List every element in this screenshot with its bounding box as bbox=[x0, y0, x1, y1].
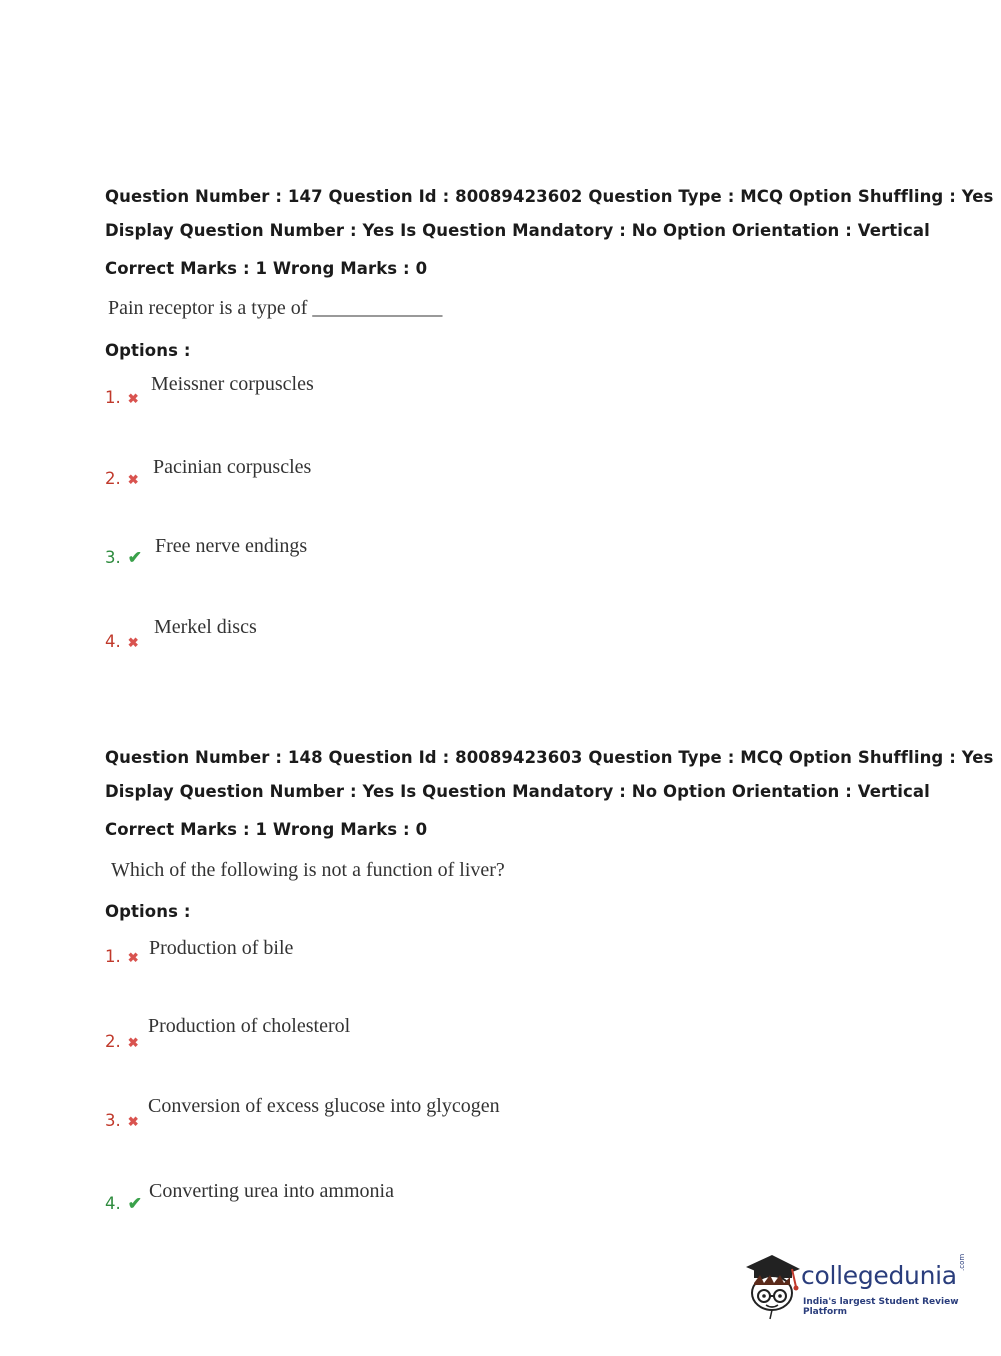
q147-option-3 bbox=[105, 548, 142, 568]
logo-wordmark: collegedunia bbox=[801, 1261, 957, 1290]
cross-icon: ✖ bbox=[127, 635, 139, 650]
q147-meta-line-1: Question Number : 147 Question Id : 80089423602 Question Type : MCQ Option Shuffling : Yes bbox=[105, 187, 994, 206]
logo-tagline: India's largest Student Review Platform bbox=[803, 1297, 959, 1317]
q147-marks-line: Correct Marks : 1 Wrong Marks : 0 bbox=[105, 259, 428, 278]
q148-option-1 bbox=[105, 947, 139, 967]
q147-option-3-text: Free nerve endings bbox=[155, 535, 308, 557]
collegedunia-logo bbox=[742, 1249, 972, 1321]
option-number: 3. bbox=[105, 1111, 121, 1130]
option-number: 2. bbox=[105, 469, 121, 488]
q147-option-2-text: Pacinian corpuscles bbox=[153, 456, 312, 478]
cross-icon: ✖ bbox=[127, 391, 139, 406]
q148-meta-line-2: Display Question Number : Yes Is Question Mandatory : No Option Orientation : Vertical bbox=[105, 782, 930, 801]
check-icon: ✔ bbox=[127, 548, 142, 567]
q148-option-3-text: Conversion of excess glucose into glycogen bbox=[148, 1095, 500, 1117]
q147-option-1 bbox=[105, 388, 139, 408]
q147-option-4 bbox=[105, 632, 139, 652]
q147-meta-line-2: Display Question Number : Yes Is Question Mandatory : No Option Orientation : Vertical bbox=[105, 221, 930, 240]
cross-icon: ✖ bbox=[127, 950, 139, 965]
option-number: 1. bbox=[105, 388, 121, 407]
q147-option-2 bbox=[105, 469, 139, 489]
q148-marks-line: Correct Marks : 1 Wrong Marks : 0 bbox=[105, 820, 428, 839]
q148-option-1-text: Production of bile bbox=[149, 937, 294, 959]
option-number: 4. bbox=[105, 1194, 121, 1213]
q148-option-4 bbox=[105, 1194, 142, 1214]
q148-option-4-text: Converting urea into ammonia bbox=[149, 1180, 394, 1202]
q147-options-label: Options : bbox=[105, 341, 191, 360]
check-icon: ✔ bbox=[127, 1194, 142, 1213]
q147-option-4-text: Merkel discs bbox=[154, 616, 257, 638]
q147-option-1-text: Meissner corpuscles bbox=[151, 373, 314, 395]
mascot-icon bbox=[742, 1249, 804, 1321]
cross-icon: ✖ bbox=[127, 472, 139, 487]
option-number: 1. bbox=[105, 947, 121, 966]
q148-meta-line-1: Question Number : 148 Question Id : 80089423603 Question Type : MCQ Option Shuffling : Yes bbox=[105, 748, 994, 767]
q148-option-3 bbox=[105, 1111, 139, 1131]
cross-icon: ✖ bbox=[127, 1114, 139, 1129]
q148-options-label: Options : bbox=[105, 902, 191, 921]
option-number: 2. bbox=[105, 1032, 121, 1051]
q147-question-text: Pain receptor is a type of _____________ bbox=[108, 297, 443, 319]
q148-option-2-text: Production of cholesterol bbox=[148, 1015, 351, 1037]
option-number: 3. bbox=[105, 548, 121, 567]
q148-option-2 bbox=[105, 1032, 139, 1052]
q148-question-text: Which of the following is not a function of liver? bbox=[111, 859, 505, 881]
cross-icon: ✖ bbox=[127, 1035, 139, 1050]
logo-suffix: .com bbox=[958, 1253, 966, 1271]
option-number: 4. bbox=[105, 632, 121, 651]
